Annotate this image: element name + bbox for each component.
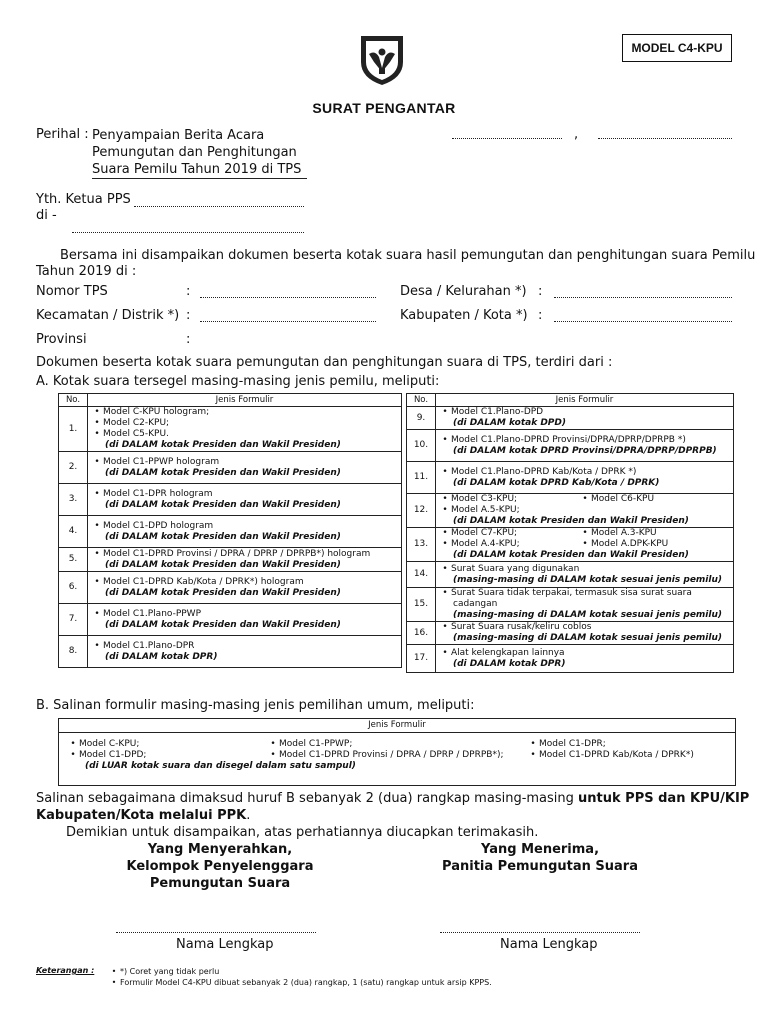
perihal-label: Perihal : bbox=[36, 127, 89, 142]
colon: : bbox=[538, 308, 543, 323]
table-row bbox=[59, 636, 402, 668]
row-number: 17. bbox=[407, 645, 436, 673]
perihal-line: Penyampaian Berita Acara bbox=[92, 128, 265, 143]
row-content bbox=[436, 462, 734, 494]
form-item-text: Surat Suara rusak/keliru coblos bbox=[451, 622, 592, 632]
intro-line: Bersama ini disampaikan dokumen beserta kotak suara hasil pemungutan dan penghitungan suara Pemilu bbox=[60, 248, 756, 263]
form-item bbox=[67, 750, 267, 761]
perihal-line: Suara Pemilu Tahun 2019 di TPS bbox=[92, 161, 307, 179]
location-label: di - bbox=[36, 208, 57, 223]
row-content bbox=[436, 562, 734, 588]
place-field[interactable] bbox=[452, 138, 562, 139]
form-item bbox=[439, 528, 579, 539]
table-row bbox=[407, 430, 734, 462]
table-row bbox=[59, 548, 402, 572]
form-item-text: Model C1.Plano-PPWP bbox=[103, 608, 202, 619]
receiver-line: Yang Menerima, bbox=[480, 842, 600, 857]
table-row bbox=[59, 604, 402, 636]
row-content bbox=[88, 636, 402, 668]
bullet-icon: • bbox=[94, 456, 100, 467]
form-item-continuation: cadangan bbox=[453, 599, 498, 609]
section-b-heading: B. Salinan formulir masing-masing jenis pemilihan umum, meliputi: bbox=[36, 698, 475, 713]
row-content bbox=[88, 516, 402, 548]
form-item bbox=[527, 750, 727, 761]
bullet-icon: • bbox=[70, 750, 76, 760]
desa-field[interactable] bbox=[554, 297, 732, 298]
form-item bbox=[91, 577, 398, 588]
bullet-icon: • bbox=[94, 576, 100, 587]
form-note: (di DALAM kotak Presiden dan Wakil Presiden) bbox=[105, 531, 341, 542]
recipient-field[interactable] bbox=[134, 206, 304, 207]
form-item-text: Model A.5-KPU; bbox=[451, 505, 520, 515]
column-header-jenis: Jenis Formulir bbox=[88, 394, 402, 407]
nomor-tps-label: Nomor TPS bbox=[36, 284, 108, 299]
colon: : bbox=[186, 284, 191, 299]
form-note: (masing-masing di DALAM kotak sesuai jenis pemilu) bbox=[453, 610, 722, 620]
table-row bbox=[59, 572, 402, 604]
form-item-text: Surat Suara tidak terpakai, termasuk sisa surat suara bbox=[451, 588, 692, 598]
closing-bold-text: untuk PPS dan KPU/KIP bbox=[578, 791, 750, 806]
bullet-icon: • bbox=[530, 750, 536, 760]
row-number: 16. bbox=[407, 622, 436, 645]
nomor-tps-field[interactable] bbox=[200, 297, 376, 298]
column-header-no: No. bbox=[59, 394, 88, 407]
intro-line: Tahun 2019 di : bbox=[36, 264, 137, 279]
desa-label: Desa / Kelurahan *) bbox=[400, 284, 527, 299]
form-item bbox=[579, 539, 668, 550]
row-number: 15. bbox=[407, 588, 436, 622]
form-item-text: Model C2-KPU; bbox=[103, 418, 170, 428]
table-row bbox=[407, 528, 734, 562]
receiver-line: Panitia Pemungutan Suara bbox=[442, 859, 638, 874]
location-field[interactable] bbox=[72, 232, 304, 233]
column-header-no: No. bbox=[407, 394, 436, 407]
row-number: 11. bbox=[407, 462, 436, 494]
colon: : bbox=[186, 332, 191, 347]
form-item bbox=[439, 494, 579, 505]
table-row bbox=[407, 494, 734, 528]
bullet-icon: • bbox=[442, 407, 448, 417]
closing-paragraph bbox=[36, 790, 756, 841]
row-content bbox=[436, 588, 734, 622]
footer-note: *) Coret yang tidak perlu bbox=[120, 967, 220, 976]
form-item bbox=[579, 528, 657, 539]
form-note: (masing-masing di DALAM kotak sesuai jenis pemilu) bbox=[453, 574, 722, 585]
form-item-text: Model A.3-KPU bbox=[591, 528, 657, 538]
bullet-icon: • bbox=[442, 622, 448, 632]
column-header-jenis: Jenis Formulir bbox=[59, 719, 735, 733]
row-content bbox=[436, 494, 734, 528]
row-number: 10. bbox=[407, 430, 436, 462]
form-note: (masing-masing di DALAM kotak sesuai jenis pemilu) bbox=[453, 633, 722, 643]
form-item-text: Model C1-DPRD Provinsi / DPRA / DPRP / DPRPB*) hologram bbox=[103, 548, 371, 559]
row-number: 12. bbox=[407, 494, 436, 528]
bullet-icon: • bbox=[94, 548, 100, 559]
form-item bbox=[439, 407, 730, 418]
form-item bbox=[91, 429, 398, 440]
form-note: (di DALAM kotak Presiden dan Wakil Presiden) bbox=[105, 467, 341, 478]
form-item bbox=[579, 494, 654, 505]
form-item-pair bbox=[439, 505, 730, 516]
table-row bbox=[407, 588, 734, 622]
row-content bbox=[436, 622, 734, 645]
form-item bbox=[91, 549, 398, 560]
bullet-icon: • bbox=[442, 563, 448, 574]
section-b-table bbox=[58, 718, 736, 786]
colon: : bbox=[186, 308, 191, 323]
bullet-icon: • bbox=[94, 488, 100, 499]
kecamatan-label: Kecamatan / Distrik *) bbox=[36, 308, 180, 323]
row-content bbox=[436, 430, 734, 462]
form-note: (di DALAM kotak DPRD Provinsi/DPRA/DPRP/DPRPB) bbox=[453, 445, 717, 456]
table-row bbox=[407, 562, 734, 588]
bullet-icon: • bbox=[270, 739, 276, 749]
bullet-icon: • bbox=[94, 520, 100, 531]
date-field[interactable] bbox=[598, 138, 732, 139]
bullet-icon: • bbox=[442, 588, 448, 598]
form-item bbox=[439, 539, 579, 550]
form-note: (di DALAM kotak Presiden dan Wakil Presiden) bbox=[453, 550, 689, 560]
bullet-icon: • bbox=[94, 407, 100, 417]
form-item bbox=[527, 739, 727, 750]
bullet-icon: • bbox=[442, 505, 448, 515]
row-number: 1. bbox=[59, 407, 88, 452]
form-item-text: Model C1-DPR hologram bbox=[103, 488, 213, 499]
form-item-text: Model C1-PPWP hologram bbox=[103, 456, 220, 467]
receiver-signature-block bbox=[420, 841, 660, 875]
table-row bbox=[59, 407, 402, 452]
bullet-icon: • bbox=[94, 608, 100, 619]
form-item-text: Surat Suara yang digunakan bbox=[451, 563, 580, 574]
receiver-name-label: Nama Lengkap bbox=[500, 937, 598, 952]
sender-name-label: Nama Lengkap bbox=[176, 937, 274, 952]
row-number: 13. bbox=[407, 528, 436, 562]
form-item-text: Model C-KPU; bbox=[79, 739, 140, 749]
kabupaten-label: Kabupaten / Kota *) bbox=[400, 308, 528, 323]
form-item bbox=[267, 750, 527, 761]
form-item-text: Model C1-DPR; bbox=[539, 739, 606, 749]
form-item bbox=[439, 564, 730, 575]
form-note: (di DALAM kotak Presiden dan Wakil Presiden) bbox=[105, 587, 341, 598]
bullet-icon: • bbox=[442, 494, 448, 504]
row-content bbox=[436, 645, 734, 673]
kpu-logo bbox=[357, 32, 407, 87]
recipient-label: Yth. Ketua PPS bbox=[36, 192, 131, 207]
bullet-icon: • bbox=[94, 640, 100, 651]
closing-period: . bbox=[246, 808, 251, 823]
row-content bbox=[436, 528, 734, 562]
form-item bbox=[439, 648, 730, 659]
form-note: (di DALAM kotak Presiden dan Wakil Presiden) bbox=[105, 619, 341, 630]
form-item-text: Model A.DPK-KPU bbox=[591, 539, 669, 549]
section-a-heading: A. Kotak suara tersegel masing-masing jenis pemilu, meliputi: bbox=[36, 374, 440, 389]
form-note: (di DALAM kotak Presiden dan Wakil Presiden) bbox=[105, 440, 341, 450]
section-b-column bbox=[267, 739, 527, 761]
sender-signature-block bbox=[110, 841, 330, 892]
form-item-pair bbox=[439, 539, 730, 550]
table-row bbox=[59, 452, 402, 484]
row-number: 14. bbox=[407, 562, 436, 588]
receiver-name-field[interactable] bbox=[440, 932, 640, 933]
form-item bbox=[267, 739, 527, 750]
row-number: 2. bbox=[59, 452, 88, 484]
form-note: (di DALAM kotak Presiden dan Wakil Presiden) bbox=[453, 516, 689, 526]
kecamatan-field[interactable] bbox=[200, 321, 376, 322]
row-content bbox=[88, 484, 402, 516]
row-number: 8. bbox=[59, 636, 88, 668]
row-content bbox=[436, 407, 734, 430]
form-item bbox=[439, 505, 579, 516]
footer-note: Formulir Model C4-KPU dibuat sebanyak 2 (dua) rangkap, 1 (satu) rangkap untuk arsip KPPS. bbox=[120, 978, 492, 987]
bullet-icon: • bbox=[582, 528, 588, 538]
sender-name-field[interactable] bbox=[116, 932, 316, 933]
footer-notes: • *) Coret yang tidak perlu • Formulir Model C4-KPU dibuat sebanyak 2 (dua) rangkap, 1 (satu) rangkap untuk arsip KPPS. bbox=[111, 967, 492, 987]
form-item-text: Model C1.Plano-DPD bbox=[451, 407, 544, 417]
sender-line: Kelompok Penyelenggara bbox=[126, 859, 314, 874]
row-content bbox=[88, 604, 402, 636]
form-item bbox=[439, 435, 730, 446]
date-comma: , bbox=[574, 127, 579, 142]
documents-intro: Dokumen beserta kotak suara pemungutan dan penghitungan suara di TPS, terdiri dari : bbox=[36, 355, 613, 370]
closing-bold-text: Kabupaten/Kota melalui PPK bbox=[36, 808, 247, 823]
form-item bbox=[91, 407, 398, 418]
bullet-icon: • bbox=[94, 418, 100, 428]
form-item-text: Model C6-KPU bbox=[591, 494, 655, 504]
form-item bbox=[91, 609, 398, 620]
table-row bbox=[407, 645, 734, 673]
form-item bbox=[91, 418, 398, 429]
form-note: (di DALAM kotak DPD) bbox=[453, 418, 566, 428]
form-item-text: Model C3-KPU; bbox=[451, 494, 518, 504]
row-content bbox=[88, 452, 402, 484]
form-item bbox=[91, 641, 398, 652]
perihal-line: Pemungutan dan Penghitungan bbox=[92, 145, 297, 160]
perihal-subject bbox=[92, 127, 307, 179]
form-item bbox=[91, 521, 398, 532]
bullet-icon: • bbox=[442, 466, 448, 477]
form-item-text: Model C1.Plano-DPRD Kab/Kota / DPRK *) bbox=[451, 466, 637, 477]
section-b-column bbox=[67, 739, 267, 761]
section-a-right-table bbox=[406, 393, 734, 673]
form-note: (di DALAM kotak DPR) bbox=[105, 651, 218, 662]
sender-line: Yang Menyerahkan, bbox=[147, 842, 293, 857]
model-label: MODEL C4-KPU bbox=[622, 34, 732, 62]
row-content bbox=[88, 407, 402, 452]
bullet-icon: • bbox=[442, 539, 448, 549]
form-item-pair bbox=[439, 528, 730, 539]
form-item-text: Model C1.Plano-DPRD Provinsi/DPRA/DPRP/DPRPB *) bbox=[451, 434, 686, 445]
bullet-icon: • bbox=[582, 494, 588, 504]
form-item bbox=[91, 489, 398, 500]
form-item-text: Model C1-DPRD Provinsi / DPRA / DPRP / DPRPB*); bbox=[279, 750, 504, 760]
form-item-text: Model C1-DPRD Kab/Kota / DPRK*) bbox=[539, 750, 694, 760]
table-row bbox=[59, 516, 402, 548]
row-number: 9. bbox=[407, 407, 436, 430]
form-item-text: Model C1.Plano-DPR bbox=[103, 640, 195, 651]
row-number: 4. bbox=[59, 516, 88, 548]
bullet-icon: • bbox=[442, 528, 448, 538]
form-item bbox=[439, 622, 730, 633]
footer-label: Keterangan : bbox=[36, 966, 95, 975]
form-item bbox=[439, 467, 730, 478]
bullet-icon: • bbox=[270, 750, 276, 760]
section-b-column bbox=[527, 739, 727, 761]
form-item-text: Model C7-KPU; bbox=[451, 528, 518, 538]
form-item-text: Model C1-DPD hologram bbox=[103, 520, 214, 531]
row-number: 6. bbox=[59, 572, 88, 604]
provinsi-label: Provinsi bbox=[36, 332, 87, 347]
sender-line: Pemungutan Suara bbox=[149, 876, 291, 891]
closing-text: Salinan sebagaimana dimaksud huruf B sebanyak 2 (dua) rangkap masing-masing bbox=[36, 791, 579, 806]
section-a-left-table bbox=[58, 393, 402, 668]
form-item-pair bbox=[439, 494, 730, 505]
form-item-text: Model C1-PPWP; bbox=[279, 739, 353, 749]
form-item-text: Model C1-DPD; bbox=[79, 750, 147, 760]
form-note: (di DALAM kotak Presiden dan Wakil Presiden) bbox=[105, 499, 341, 510]
document-title: SURAT PENGANTAR bbox=[312, 100, 456, 116]
row-number: 5. bbox=[59, 548, 88, 572]
section-b-note: (di LUAR kotak suara dan disegel dalam satu sampul) bbox=[85, 761, 356, 771]
bullet-icon: • bbox=[530, 739, 536, 749]
column-header-jenis: Jenis Formulir bbox=[436, 394, 734, 407]
row-content bbox=[88, 572, 402, 604]
closing-thanks: Demikian untuk disampaikan, atas perhatiannya diucapkan terimakasih. bbox=[66, 825, 539, 840]
form-item-text: Model C-KPU hologram; bbox=[103, 407, 210, 417]
intro-paragraph bbox=[36, 248, 756, 280]
table-row bbox=[407, 407, 734, 430]
form-item bbox=[67, 739, 267, 750]
form-item-text: Model C1-DPRD Kab/Kota / DPRK*) hologram bbox=[103, 576, 304, 587]
bullet-icon: • bbox=[442, 647, 448, 658]
form-item-text: Alat kelengkapan lainnya bbox=[451, 647, 565, 658]
table-row bbox=[407, 462, 734, 494]
kabupaten-field[interactable] bbox=[554, 321, 732, 322]
row-number: 3. bbox=[59, 484, 88, 516]
bullet-icon: • bbox=[582, 539, 588, 549]
form-note: (di DALAM kotak Presiden dan Wakil Presiden) bbox=[105, 559, 341, 570]
table-row bbox=[407, 622, 734, 645]
bullet-icon: • bbox=[70, 739, 76, 749]
form-item-text: Model C5-KPU. bbox=[103, 429, 169, 439]
bullet-icon: • bbox=[94, 429, 100, 439]
form-item bbox=[91, 457, 398, 468]
row-content bbox=[88, 548, 402, 572]
form-note: (di DALAM kotak DPR) bbox=[453, 658, 566, 669]
form-item-text: Model A.4-KPU; bbox=[451, 539, 520, 549]
colon: : bbox=[538, 284, 543, 299]
bullet-icon: • bbox=[442, 434, 448, 445]
table-row bbox=[59, 484, 402, 516]
form-item bbox=[439, 588, 730, 599]
form-note: (di DALAM kotak DPRD Kab/Kota / DPRK) bbox=[453, 477, 660, 488]
row-number: 7. bbox=[59, 604, 88, 636]
